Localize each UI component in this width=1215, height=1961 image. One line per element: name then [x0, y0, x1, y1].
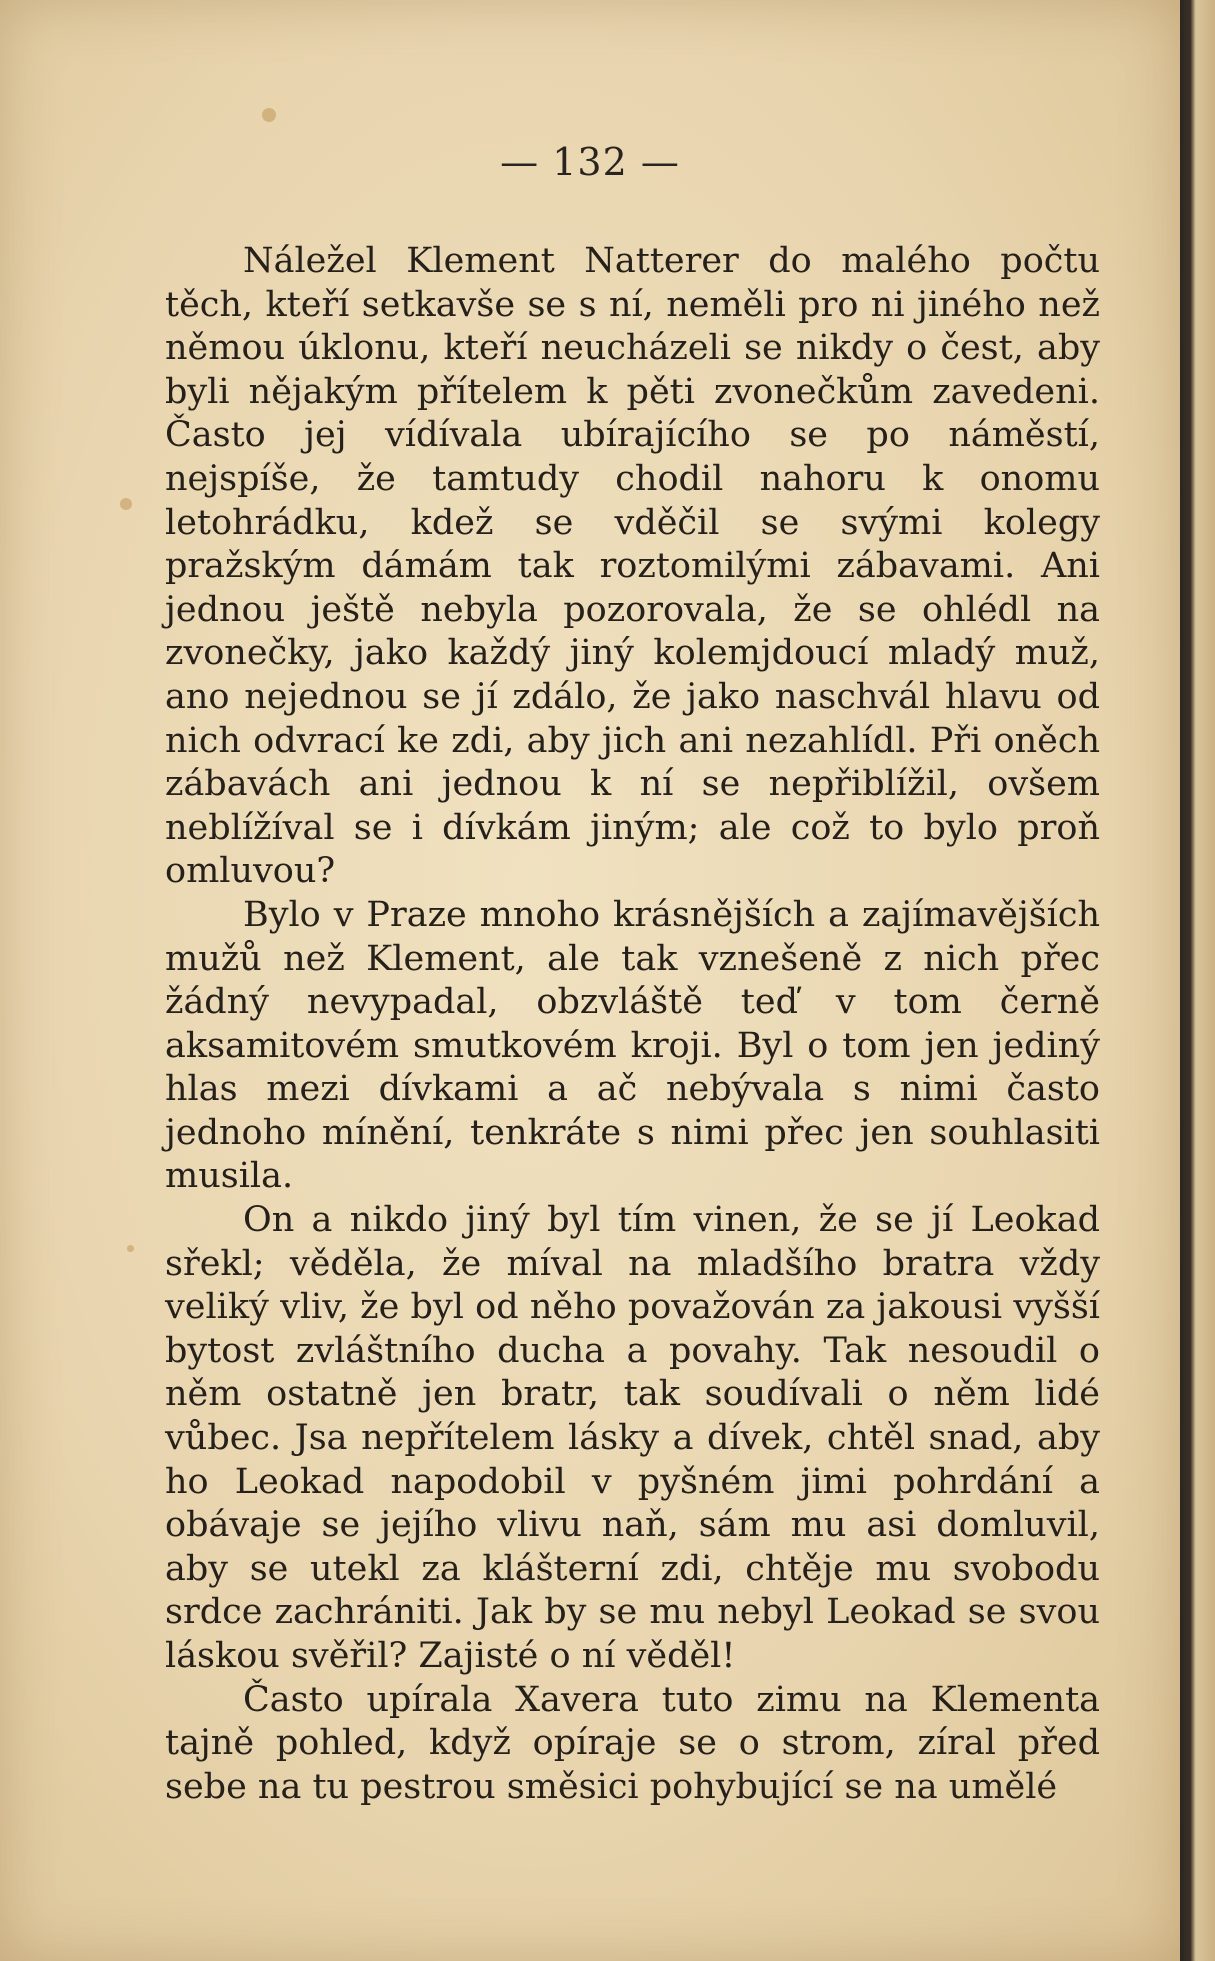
paragraph: On a nikdo jiný byl tím vinen, že se jí Leokad sřekl; věděla, že míval na mladšího bratra vždy veliký vliv, že byl od něho považován za jakousi vyšší bytost zvláštního ducha a povahy. Tak nesoudil o něm ostatně jen bratr, tak soudívali o něm lidé vůbec. Jsa nepřítelem lásky a dívek, chtěl snad, aby ho Leokad napodobil v pyšném jimi pohrdání a obávaje se jejího vlivu naň, sám mu asi domluvil, aby se utekl za klášterní zdi, chtěje mu svobodu srdce zachrániti. Jak by se mu nebyl Leokad se svou láskou svěřil? Zajisté o ní věděl!: [165, 1200, 1100, 1676]
body-text: [165, 240, 1100, 1809]
paragraph: Často upírala Xavera tuto zimu na Klementa tajně pohled, když opíraje se o strom, zíral před sebe na tu pestrou směsici pohybující se na umělé: [165, 1679, 1100, 1807]
page-number: — 132 —: [500, 140, 680, 184]
next-page-edge: [1180, 0, 1215, 1961]
paragraph: Bylo v Praze mnoho krásnějších a zajímavějších mužů než Klement, ale tak vznešeně z nich přec žádný nevypadal, obzvláště teď v tom černě aksamitovém smutkovém kroji. Byl o tom jen jediný hlas mezi dívkami a ač nebývala s nimi často jednoho mínění, tenkráte s nimi přec jen souhlasiti musila.: [165, 894, 1100, 1197]
foxing-spot: [127, 1245, 134, 1252]
paragraph: Náležel Klement Natterer do malého počtu těch, kteří setkavše se s ní, neměli pro ni jiného než němou úklonu, kteří neucházeli se nikdy o čest, aby byli nějakým přítelem k pěti zvonečkům zavedeni. Často jej vídívala ubírajícího se po náměstí, nejspíše, že tamtudy chodil nahoru k onomu letohrádku, kdež se vděčil se svými kolegy pražským dámám tak roztomilými zábavami. Ani jednou ještě nebyla pozorovala, že se ohlédl na zvonečky, jako každý jiný kolemjdoucí mladý muž, ano nejednou se jí zdálo, že jako naschvál hlavu od nich odvrací ke zdi, aby jich ani nezahlídl. Při oněch zábavách ani jednou k ní se nepřiblížil, ovšem neblížíval se i dívkám jiným; ale což to bylo proň omluvou?: [165, 241, 1100, 892]
foxing-spot: [262, 108, 276, 122]
foxing-spot: [120, 498, 132, 510]
